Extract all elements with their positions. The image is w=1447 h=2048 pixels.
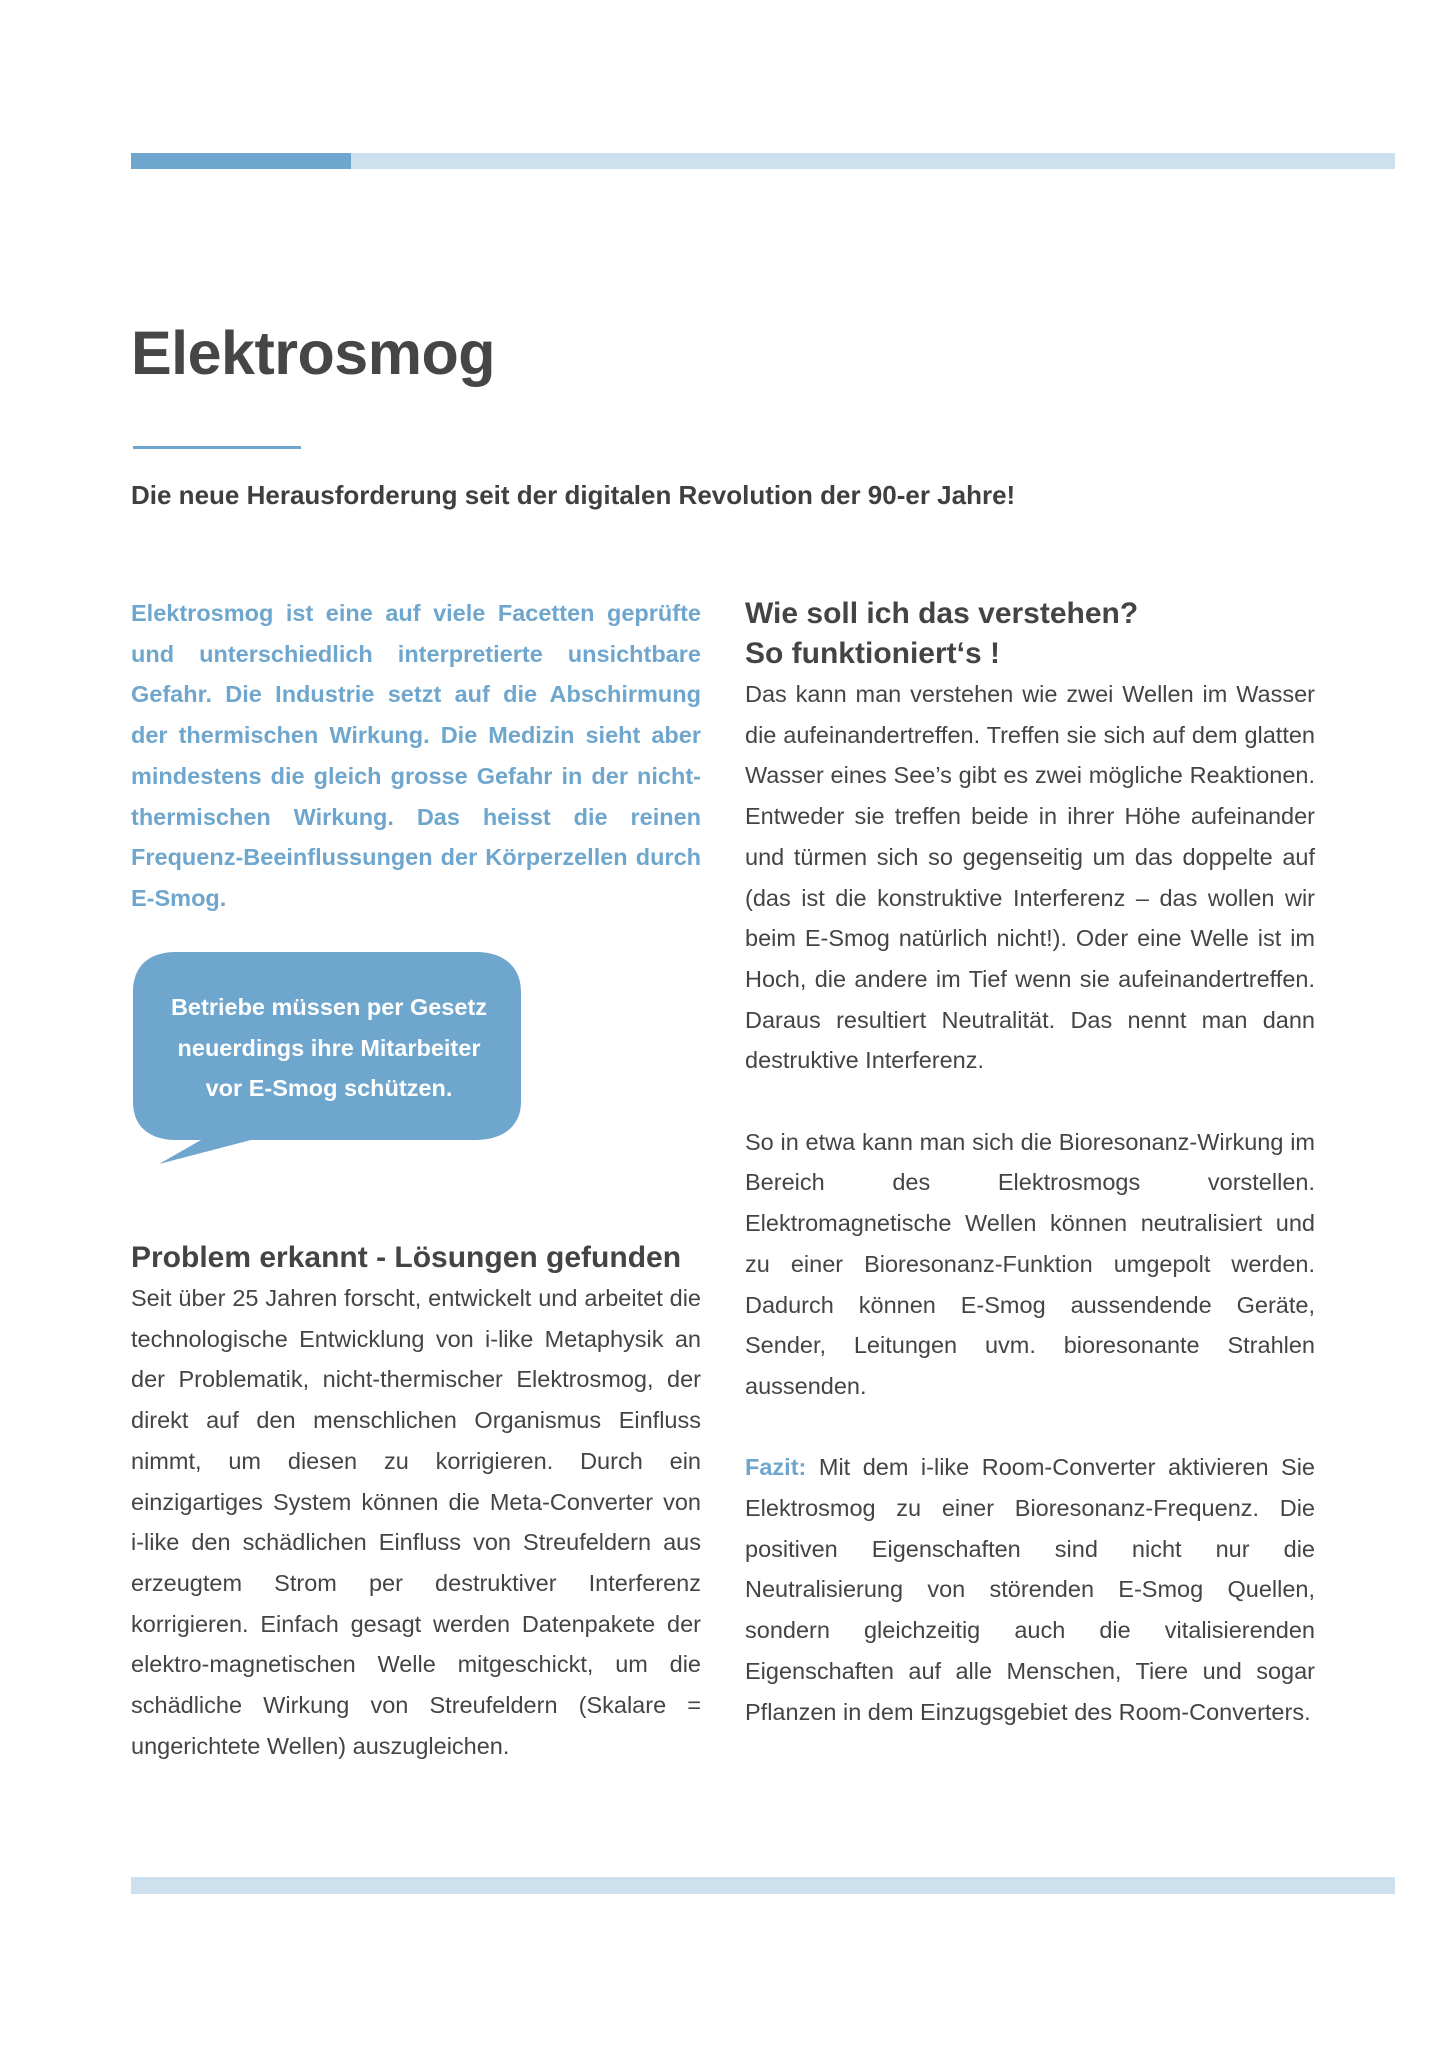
fazit-label: Fazit: xyxy=(745,1454,807,1481)
problem-heading: Problem erkannt - Lösungen gefunden xyxy=(131,1241,682,1274)
explanation-section xyxy=(745,594,1315,1732)
callout-speech-bubble xyxy=(131,952,521,1192)
explanation-heading-line1: Wie soll ich das verstehen? xyxy=(745,597,1139,630)
intro-paragraph xyxy=(131,593,701,919)
page-subtitle: Die neue Herausforderung seit der digitalen Revolution der 90-er Jahre! xyxy=(131,480,1016,510)
explanation-heading-line2: So funktioniert‘s ! xyxy=(745,637,1000,670)
explanation-paragraph-2: So in etwa kann man sich die Bioresonanz-Wirkung im Bereich des Elektrosmogs vorstellen. Elektromagnetische Wellen können neutralisiert und zu einer Bioresonanz-Funktion umgepolt werden. Dadurch können E-Smog aussendende Geräte, Sender, Leitungen uvm. bioresonante Strahlen aussenden. xyxy=(745,1128,1315,1399)
bottom-decorative-bar xyxy=(131,1877,1395,1894)
fazit-paragraph xyxy=(745,1447,1315,1732)
problem-section xyxy=(131,1238,701,1766)
explanation-paragraph-1: Das kann man verstehen wie zwei Wellen im Wasser die aufeinandertreffen. Treffen sie sich auf dem glatten Wasser eines See’s gibt es zwei mögliche Reaktionen. Entweder sie treffen beide in ihrer Höhe aufeinander und türmen sich so gegenseitig um das doppelte auf (das ist die konstruktive Interferenz – das wollen wir beim E-Smog natürlich nicht!). Oder eine Welle ist im Hoch, die andere im Tief wenn sie aufeinandertreffen. Daraus resultiert Neutralität. Das nennt man dann destruktive Interferenz. xyxy=(745,681,1315,1074)
top-decorative-bar xyxy=(131,153,1395,169)
top-bar-accent-segment xyxy=(131,153,351,169)
title-underline-divider xyxy=(133,446,301,449)
problem-body: Seit über 25 Jahren forscht, entwickelt und arbeitet die technologische Entwicklung von i-like Metaphysik an der Problematik, nicht-thermischer Elektrosmog, der direkt auf den menschlichen Organismus Einfluss nimmt, um diesen zu korrigieren. Durch ein einzigartiges System können die Meta-Converter von i-like den schädlichen Einfluss von Streufeldern aus erzeugtem Strom per destruktiver Interferenz korrigieren. Einfach gesagt werden Datenpakete der elektro-magnetischen Welle mitgeschickt, um die schädliche Wirkung von Streufeldern (Skalare = ungerichtete Wellen) auszugleichen. xyxy=(131,1285,701,1759)
callout-line: neuerdings ihre Mitarbeiter xyxy=(177,1034,481,1061)
paragraph-spacer xyxy=(745,1407,1315,1448)
callout-line: Betriebe müssen per Gesetz xyxy=(170,994,488,1020)
fazit-text: Mit dem i-like Room-Converter aktivieren Sie Elektrosmog zu einer Bioresonanz-Frequenz. Die positiven Eigenschaften sind nicht nur die Neutralisierung von störenden E-Smog Quellen, sondern gleichzeitig auch die vitalisierenden Eigenschaften auf alle Menschen, Tiere und sogar Pflanzen in dem Einzugsgebiet des Room-Converters. xyxy=(745,1454,1315,1725)
intro-text: Elektrosmog ist eine auf viele Facetten geprüfte und unterschiedlich interpretierte unsichtbare Gefahr. Die Industrie setzt auf die Abschirmung der thermischen Wirkung. Die Medizin sieht aber mindestens die gleich grosse Gefahr in der nicht-thermischen Wirkung. Das heisst die reinen Frequenz-Beeinflussungen der Körperzellen durch E-Smog. xyxy=(131,600,701,911)
paragraph-spacer xyxy=(745,1081,1315,1122)
page-title: Elektrosmog xyxy=(131,319,495,387)
callout-text xyxy=(139,987,519,1109)
callout-line: vor E-Smog schützen. xyxy=(205,1075,453,1101)
